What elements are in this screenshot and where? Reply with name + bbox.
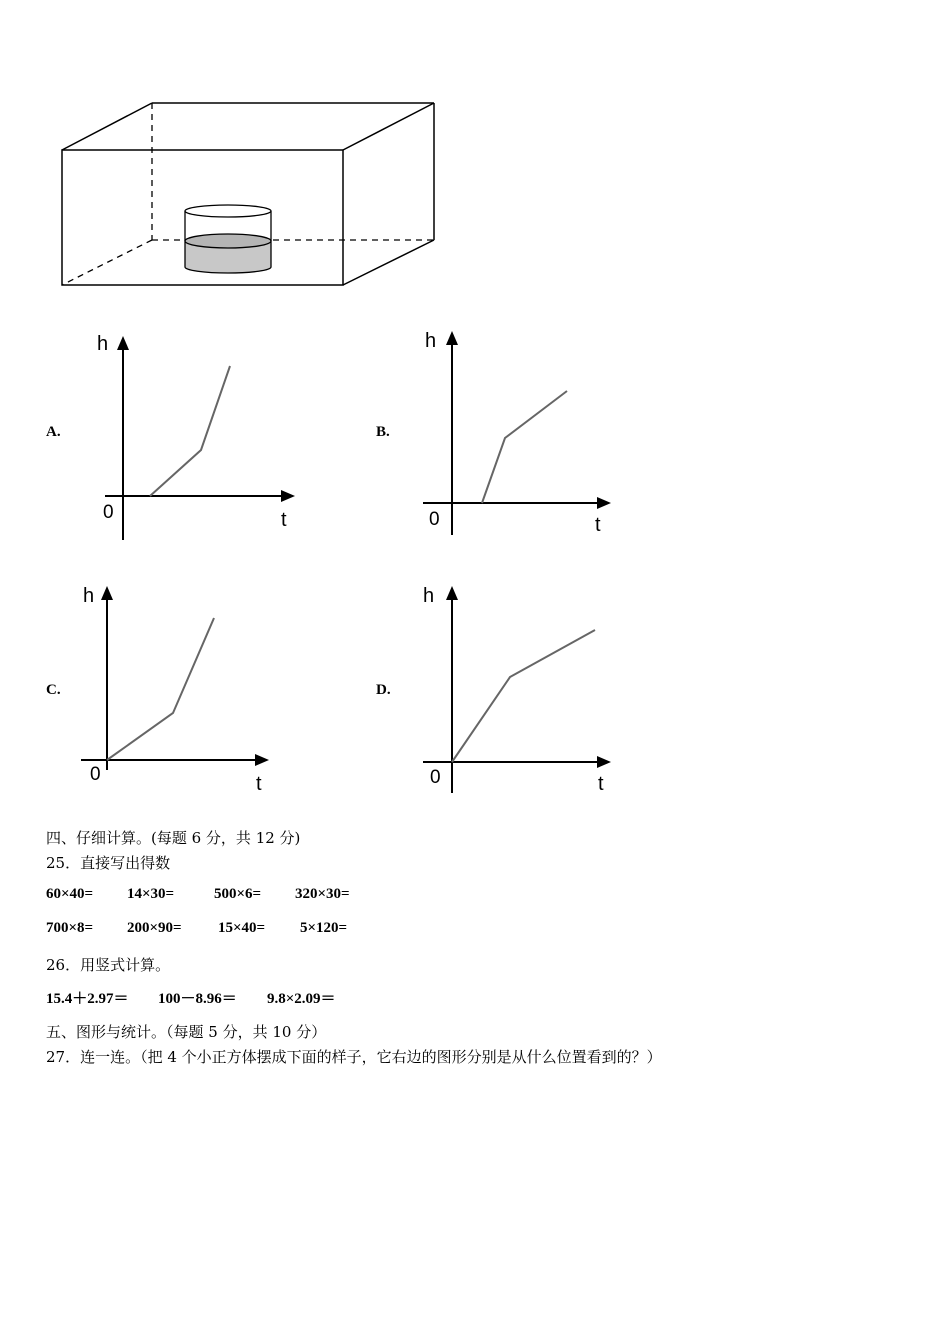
calc-row-1 [0,886,950,906]
origin-label: 0 [90,764,101,785]
calc-item: 15×40= [218,920,266,936]
graph-b-curve [482,391,567,503]
calc-item: 14×30= [127,886,175,902]
h-axis-label: h [423,585,435,607]
cylinder-container [185,205,271,273]
section4-heading: 四、仔细计算。(每题 6 分，共 12 分) [46,829,301,847]
h-axis-label: h [425,330,437,352]
calc-item: 100－8.96＝ [158,991,237,1007]
graph-c-curve [107,618,214,760]
origin-label: 0 [429,509,440,530]
question-25-title: 25．直接写出得数 [46,854,171,872]
option-c-label: C. [46,682,61,698]
calc-item: 5×120= [300,920,348,936]
graph-a-curve [150,366,230,496]
h-axis-label: h [83,585,95,607]
t-axis-label: t [598,773,604,795]
calc-row-2 [0,920,950,940]
graph-c [75,580,305,795]
graph-d-curve [452,630,595,762]
graph-a [85,330,315,545]
t-axis-label: t [281,509,287,531]
option-d-label: D. [376,682,391,698]
h-axis-label: h [97,333,109,355]
option-a-label: A. [46,424,61,440]
calc-item: 9.8×2.09＝ [267,991,336,1007]
calc-item: 500×6= [214,886,262,902]
calc-row-3 [0,987,950,1007]
graph-b [415,325,645,540]
graph-d [415,580,645,800]
calc-item: 320×30= [295,886,350,902]
question-27-title: 27．连一连。（把 4 个小正方体摆成下面的样子，它右边的图形分别是从什么位置看到的？） [46,1048,662,1066]
option-b-label: B. [376,424,390,440]
section5-heading: 五、图形与统计。（每题 5 分，共 10 分） [46,1023,327,1041]
origin-label: 0 [430,767,441,788]
calc-item: 60×40= [46,886,94,902]
origin-label: 0 [103,502,114,523]
calc-item: 700×8= [46,920,94,936]
question-26-title: 26．用竖式计算。 [46,956,171,974]
calc-item: 15.4＋2.97＝ [46,991,129,1007]
t-axis-label: t [256,773,262,795]
calc-item: 200×90= [127,920,182,936]
t-axis-label: t [595,514,601,536]
box-with-cylinder-figure [40,95,450,295]
